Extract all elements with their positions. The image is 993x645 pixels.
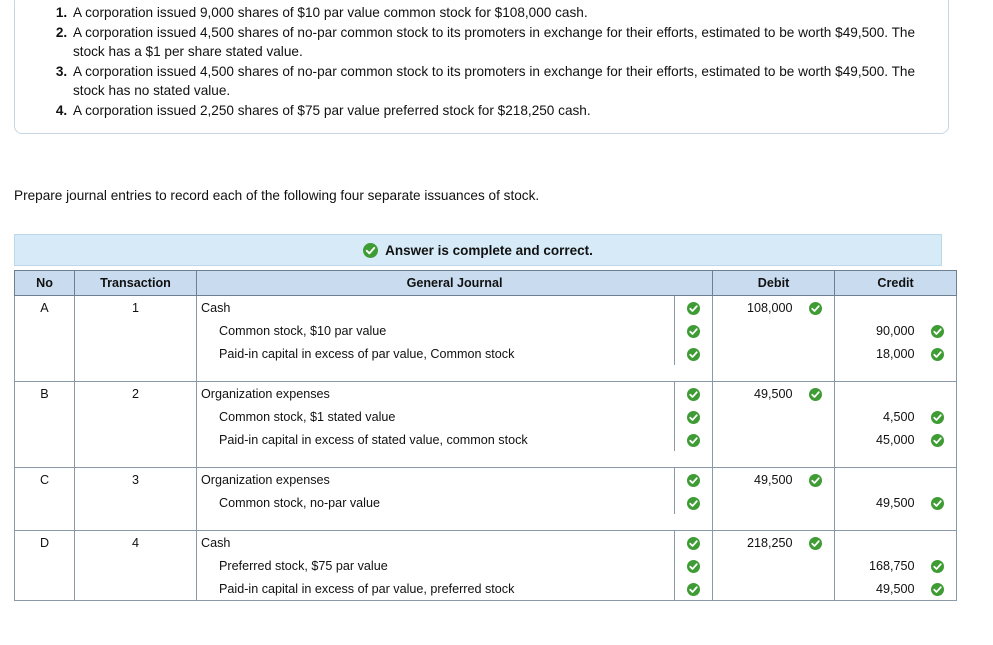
cell-debit[interactable]: 49,500 xyxy=(713,468,797,492)
check-circle-icon xyxy=(809,388,822,401)
spacer-cell xyxy=(713,365,835,382)
cell-transaction xyxy=(75,428,197,451)
cell-no: C xyxy=(15,468,75,492)
answer-status-banner xyxy=(14,234,942,266)
cell-debit[interactable] xyxy=(713,577,797,601)
header-debit: Debit xyxy=(713,271,835,296)
cell-debit-status xyxy=(797,468,835,492)
cell-account-status xyxy=(675,319,713,342)
check-circle-icon xyxy=(687,474,700,487)
check-circle-icon xyxy=(931,325,944,338)
cell-credit[interactable]: 168,750 xyxy=(835,554,919,577)
cell-debit-status xyxy=(797,428,835,451)
cell-transaction xyxy=(75,491,197,514)
instruction-text: Prepare journal entries to record each of the following four separate issuances of stock. xyxy=(14,188,540,203)
cell-transaction xyxy=(75,554,197,577)
cell-transaction xyxy=(75,342,197,365)
cell-debit[interactable]: 218,250 xyxy=(713,531,797,555)
spacer-cell xyxy=(713,451,835,468)
table-row xyxy=(15,428,957,451)
cell-no xyxy=(15,342,75,365)
spacer-cell xyxy=(835,514,957,531)
cell-debit-status xyxy=(797,319,835,342)
check-circle-icon xyxy=(687,302,700,315)
cell-credit[interactable]: 45,000 xyxy=(835,428,919,451)
cell-credit[interactable]: 4,500 xyxy=(835,405,919,428)
question-item-text: A corporation issued 4,500 shares of no-par common stock to its promoters in exchange for their efforts, estimated to be worth $49,500. The stock has a $1 per share stated value. xyxy=(73,24,916,60)
cell-debit-status xyxy=(797,531,835,555)
cell-transaction xyxy=(75,319,197,342)
cell-account[interactable]: Organization expenses xyxy=(197,382,675,406)
cell-no xyxy=(15,491,75,514)
check-circle-icon xyxy=(687,325,700,338)
check-circle-icon xyxy=(931,583,944,596)
check-circle-icon xyxy=(931,434,944,447)
spacer-cell xyxy=(15,365,75,382)
check-circle-icon xyxy=(809,537,822,550)
cell-debit-status xyxy=(797,382,835,406)
cell-account-status xyxy=(675,491,713,514)
cell-account[interactable]: Organization expenses xyxy=(197,468,675,492)
cell-no xyxy=(15,405,75,428)
cell-account[interactable]: Common stock, $10 par value xyxy=(197,319,675,342)
cell-debit[interactable] xyxy=(713,342,797,365)
cell-credit-status xyxy=(919,382,957,406)
cell-credit[interactable]: 49,500 xyxy=(835,491,919,514)
cell-debit-status xyxy=(797,342,835,365)
check-circle-icon xyxy=(931,497,944,510)
table-row xyxy=(15,342,957,365)
question-box xyxy=(14,0,949,134)
journal-body xyxy=(15,296,957,601)
spacer-cell xyxy=(197,365,713,382)
cell-account-status xyxy=(675,577,713,601)
header-no: No xyxy=(15,271,75,296)
table-row xyxy=(15,319,957,342)
cell-credit[interactable] xyxy=(835,296,919,320)
check-circle-icon xyxy=(687,537,700,550)
check-circle-icon xyxy=(687,411,700,424)
cell-no xyxy=(15,577,75,601)
table-row xyxy=(15,531,957,555)
cell-account[interactable]: Paid-in capital in excess of stated value, common stock xyxy=(197,428,675,451)
cell-transaction: 3 xyxy=(75,468,197,492)
cell-debit[interactable] xyxy=(713,491,797,514)
journal-spacer-row xyxy=(15,365,957,382)
cell-account[interactable]: Cash xyxy=(197,296,675,320)
cell-debit[interactable] xyxy=(713,319,797,342)
table-row xyxy=(15,577,957,601)
cell-account-status xyxy=(675,342,713,365)
spacer-cell xyxy=(75,365,197,382)
cell-account[interactable]: Preferred stock, $75 par value xyxy=(197,554,675,577)
question-list xyxy=(29,3,934,121)
question-item-text: A corporation issued 9,000 shares of $10 par value common stock for $108,000 cash. xyxy=(73,5,588,20)
check-circle-icon xyxy=(809,302,822,315)
header-transaction: Transaction xyxy=(75,271,197,296)
cell-account-status xyxy=(675,296,713,320)
cell-credit[interactable] xyxy=(835,531,919,555)
table-row xyxy=(15,405,957,428)
cell-no xyxy=(15,428,75,451)
cell-debit[interactable] xyxy=(713,554,797,577)
cell-credit[interactable] xyxy=(835,468,919,492)
answer-status-text: Answer is complete and correct. xyxy=(385,242,593,258)
cell-credit-status xyxy=(919,554,957,577)
cell-debit[interactable]: 108,000 xyxy=(713,296,797,320)
spacer-cell xyxy=(75,514,197,531)
cell-credit[interactable]: 90,000 xyxy=(835,319,919,342)
question-item xyxy=(71,23,934,62)
spacer-cell xyxy=(835,365,957,382)
question-item xyxy=(71,3,934,23)
journal-spacer-row xyxy=(15,451,957,468)
cell-transaction: 4 xyxy=(75,531,197,555)
cell-debit[interactable]: 49,500 xyxy=(713,382,797,406)
check-circle-icon xyxy=(931,411,944,424)
check-circle-icon xyxy=(931,348,944,361)
cell-credit-status xyxy=(919,468,957,492)
cell-account[interactable]: Common stock, $1 stated value xyxy=(197,405,675,428)
cell-credit[interactable] xyxy=(835,382,919,406)
cell-no: B xyxy=(15,382,75,406)
cell-debit-status xyxy=(797,577,835,601)
cell-account[interactable]: Paid-in capital in excess of par value, Common stock xyxy=(197,342,675,365)
cell-credit-status xyxy=(919,296,957,320)
cell-account[interactable]: Paid-in capital in excess of par value, preferred stock xyxy=(197,577,675,601)
journal-table-wrap xyxy=(14,270,915,601)
cell-transaction: 2 xyxy=(75,382,197,406)
cell-account[interactable]: Common stock, no-par value xyxy=(197,491,675,514)
cell-credit-status xyxy=(919,531,957,555)
spacer-cell xyxy=(197,514,713,531)
journal-spacer-row xyxy=(15,514,957,531)
cell-credit-status xyxy=(919,577,957,601)
cell-no: A xyxy=(15,296,75,320)
spacer-cell xyxy=(835,451,957,468)
cell-no xyxy=(15,554,75,577)
cell-account-status xyxy=(675,428,713,451)
cell-credit-status xyxy=(919,491,957,514)
header-credit: Credit xyxy=(835,271,957,296)
question-item-text: A corporation issued 2,250 shares of $75 par value preferred stock for $218,250 cash. xyxy=(73,102,591,118)
cell-transaction xyxy=(75,577,197,601)
cell-account-status xyxy=(675,405,713,428)
question-item xyxy=(71,62,934,101)
cell-account-status xyxy=(675,531,713,555)
cell-transaction xyxy=(75,405,197,428)
table-row xyxy=(15,296,957,320)
check-circle-icon xyxy=(931,560,944,573)
cell-transaction: 1 xyxy=(75,296,197,320)
question-item-text: A corporation issued 4,500 shares of no-par common stock to its promoters in exchange for their efforts, estimated to be worth $49,500. The stock has no stated value. xyxy=(73,63,916,99)
cell-debit-status xyxy=(797,491,835,514)
cell-account-status xyxy=(675,468,713,492)
check-circle-icon xyxy=(687,388,700,401)
cell-debit-status xyxy=(797,554,835,577)
question-item xyxy=(71,101,934,121)
check-circle-icon xyxy=(363,243,378,258)
check-circle-icon xyxy=(687,434,700,447)
table-row xyxy=(15,554,957,577)
table-row xyxy=(15,382,957,406)
cell-debit[interactable] xyxy=(713,428,797,451)
cell-debit[interactable] xyxy=(713,405,797,428)
cell-no xyxy=(15,319,75,342)
check-circle-icon xyxy=(687,497,700,510)
table-row xyxy=(15,491,957,514)
spacer-cell xyxy=(15,451,75,468)
spacer-cell xyxy=(713,514,835,531)
cell-account-status xyxy=(675,382,713,406)
check-circle-icon xyxy=(687,560,700,573)
cell-credit-status xyxy=(919,319,957,342)
spacer-cell xyxy=(197,451,713,468)
cell-account[interactable]: Cash xyxy=(197,531,675,555)
check-circle-icon xyxy=(687,583,700,596)
check-circle-icon xyxy=(809,474,822,487)
journal-table xyxy=(14,270,957,601)
cell-credit-status xyxy=(919,342,957,365)
cell-credit-status xyxy=(919,405,957,428)
cell-debit-status xyxy=(797,405,835,428)
cell-credit[interactable]: 49,500 xyxy=(835,577,919,601)
check-circle-icon xyxy=(687,348,700,361)
cell-credit[interactable]: 18,000 xyxy=(835,342,919,365)
journal-header-row xyxy=(15,271,957,296)
header-general-journal: General Journal xyxy=(197,271,713,296)
cell-no: D xyxy=(15,531,75,555)
cell-debit-status xyxy=(797,296,835,320)
cell-credit-status xyxy=(919,428,957,451)
table-row xyxy=(15,468,957,492)
spacer-cell xyxy=(15,514,75,531)
cell-account-status xyxy=(675,554,713,577)
spacer-cell xyxy=(75,451,197,468)
